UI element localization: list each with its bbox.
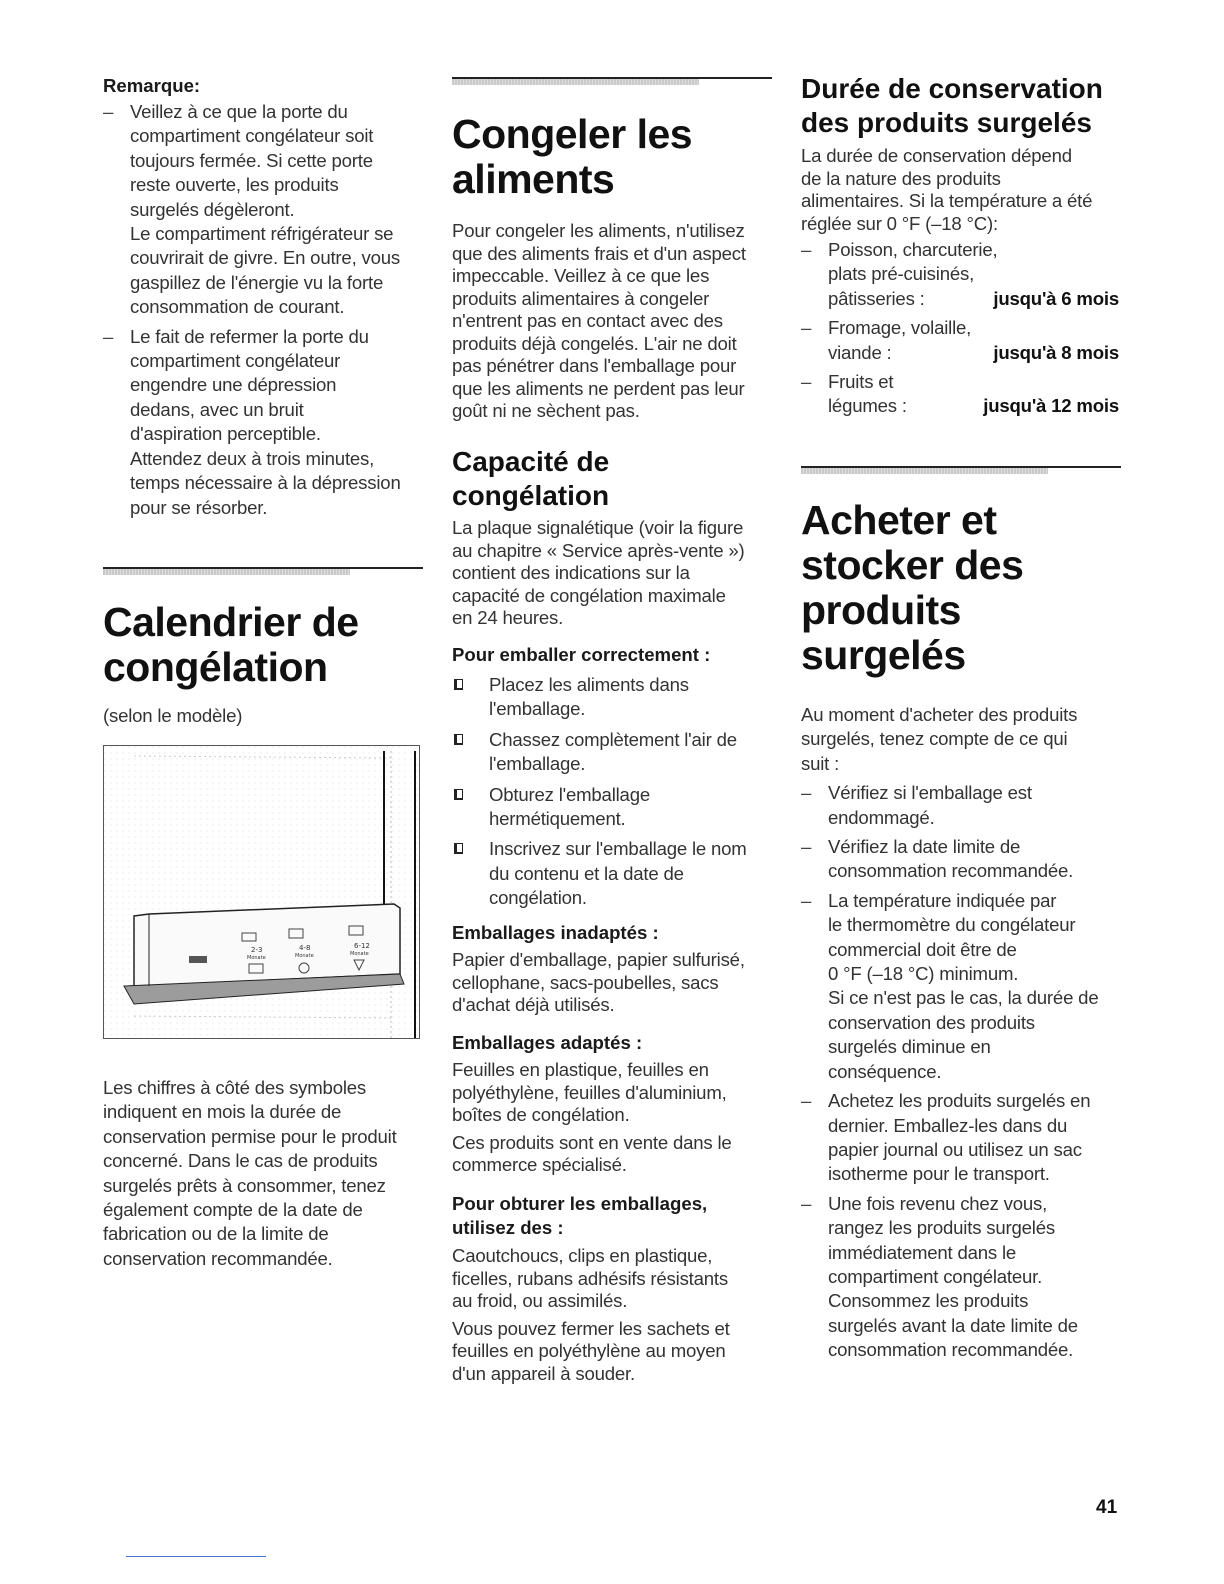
duration-paragraph [801, 145, 1131, 235]
freezer-calendar-figure [103, 745, 420, 1039]
remark-line: dedans, avec un bruit [130, 398, 304, 420]
duration-list [801, 238, 1119, 419]
duration-row [828, 341, 1119, 365]
packing-line: du contenu et la date de [489, 862, 684, 884]
remark-line: d'aspiration perceptible. [130, 423, 321, 445]
unsuitable-line: d'achat déjà utilisés. [452, 994, 615, 1015]
duration-item-line: – Fromage, volaille, [828, 317, 972, 339]
buy-item-line: surgelés avant la date limite de [828, 1314, 1078, 1336]
buy-item-line: dernier. Emballez-les dans du [828, 1114, 1068, 1136]
remark-line: toujours fermée. Si cette porte [130, 149, 373, 171]
capacity-line: capacité de congélation maximale [452, 584, 726, 606]
packing-line: l'emballage. [489, 753, 586, 775]
packing-line: congélation. [489, 887, 587, 909]
calendar-text [103, 1076, 433, 1271]
buy-item-line: le thermomètre du congélateur [828, 914, 1076, 936]
capacity-line: La plaque signalétique (voir la figure [452, 517, 744, 538]
unsuitable-section [452, 921, 782, 1017]
closing-title-line: utilisez des : [452, 1217, 564, 1238]
freeze-section [452, 112, 782, 202]
buy-item-line: – Vérifiez la date limite de [828, 836, 1021, 858]
section-divider [103, 567, 423, 575]
closing-paragraph-2 [452, 1318, 782, 1386]
duration-item-line: plats pré-cuisinés, [828, 263, 975, 285]
capacity-section [452, 445, 782, 630]
capacity-paragraph [452, 517, 782, 630]
packing-line: Inscrivez sur l'emballage le nom [489, 838, 747, 860]
freeze-intro-line: impeccable. Veillez à ce que les [452, 265, 710, 286]
duration-title-line: Durée de conservation [801, 73, 1103, 104]
duration-item [801, 238, 1119, 311]
buy-item-line: papier journal ou utilisez un sac [828, 1138, 1082, 1160]
buy-list [801, 781, 1131, 1362]
calendar-title [103, 600, 433, 690]
duration-title-line: des produits surgelés [801, 107, 1092, 138]
packing-line: Placez les aliments dans [489, 674, 689, 695]
unsuitable-line: cellophane, sacs-poubelles, sacs [452, 971, 719, 993]
buy-item [801, 1192, 1131, 1363]
suitable-paragraph [452, 1059, 782, 1127]
calendar-note: (selon le modèle) [103, 705, 243, 726]
freeze-intro-line: goût ni ne sèchent pas. [452, 400, 640, 421]
buy-item-line: consommation recommandée. [828, 860, 1074, 882]
capacity-title-line: congélation [452, 480, 610, 511]
calendar-paragraph-line: fabrication ou de la limite de [103, 1223, 329, 1245]
closing-line: feuilles en polyéthylène au moyen [452, 1340, 726, 1361]
calendar-paragraph-line: Les chiffres à côté des symboles [103, 1077, 367, 1098]
suitable-title: Emballages adaptés : [452, 1032, 643, 1053]
remark-line: temps nécessaire à la dépression [130, 472, 401, 494]
suitable-line: Feuilles en plastique, feuilles en [452, 1059, 709, 1080]
calendar-paragraph-line: surgelés prêts à consommer, tenez [103, 1174, 386, 1196]
remark-line: compartiment congélateur soit [130, 125, 374, 147]
unsuitable-paragraph [452, 949, 782, 1017]
closing-line: Caoutchoucs, clips en plastique, [452, 1245, 713, 1266]
closing-title-line: Pour obturer les emballages, [452, 1193, 708, 1214]
packing-list [452, 673, 782, 911]
checkbox-bullet-icon [454, 679, 463, 690]
buy-title-line: surgelés [801, 632, 966, 678]
closing-section [452, 1192, 782, 1385]
months-unit-3: Monate [350, 951, 369, 957]
remark-line: – Le fait de refermer la porte du [130, 325, 369, 347]
calendar-paragraph-line: indiquent en mois la durée de [103, 1101, 342, 1123]
duration-row [828, 287, 1119, 311]
buy-title-line: stocker des [801, 542, 1024, 588]
capacity-title [452, 445, 782, 513]
remark-title: Remarque: [103, 75, 201, 96]
freeze-title [452, 112, 782, 202]
packing-item [452, 837, 782, 910]
packing-line: hermétiquement. [489, 808, 626, 830]
duration-item [801, 370, 1119, 419]
duration-item-line: – Fruits et [828, 371, 894, 393]
checkbox-bullet-icon [454, 789, 463, 800]
calendar-paragraph-line: conservation permise pour le produit [103, 1125, 397, 1147]
packing-line: Chassez complètement l'air de [489, 728, 737, 750]
remark-line: engendre une dépression [130, 374, 337, 396]
remark-line: surgelés dégèleront. [130, 198, 295, 220]
duration-item [801, 316, 1119, 365]
capacity-line: en 24 heures. [452, 607, 564, 628]
suitable-line: Ces produits sont en vente dans le [452, 1131, 732, 1153]
duration-line: réglée sur 0 °F (–18 °C): [801, 212, 998, 234]
calendar-paragraph-line: concerné. Dans le cas de produits [103, 1150, 378, 1172]
remark-line: compartiment congélateur [130, 350, 341, 372]
buy-item-line: 0 °F (–18 °C) minimum. [828, 963, 1019, 985]
remark-list [103, 100, 423, 520]
remark-line: couvrirait de givre. En outre, vous [130, 247, 400, 269]
months-label-2: 4-8 [299, 944, 311, 952]
months-unit-1: Monate [247, 955, 266, 961]
buy-body [801, 703, 1131, 1363]
duration-item-line: – Poisson, charcuterie, [828, 239, 998, 260]
duration-line: alimentaires. Si la température a été [801, 190, 1093, 211]
duration-item-label: viande : [828, 341, 892, 363]
buy-item-line: immédiatement dans le [828, 1241, 1017, 1263]
capacity-title-line: Capacité de [452, 446, 610, 477]
calendar-paragraph-line: conservation recommandée. [103, 1247, 333, 1269]
freeze-intro-line: n'entrent pas en contact avec des [452, 310, 723, 331]
buy-item [801, 1089, 1131, 1187]
remark-line: gaspillez de l'énergie vu la forte [130, 271, 384, 293]
packing-section [452, 643, 782, 911]
buy-intro [801, 703, 1131, 776]
months-label-3: 6-12 [354, 942, 370, 950]
duration-row [828, 394, 1119, 418]
duration-title [801, 72, 1131, 140]
buy-intro-line: surgelés, tenez compte de ce qui [801, 728, 1068, 750]
freeze-intro-line: produits déjà congelés. L'air ne doit [452, 332, 737, 354]
buy-item-line: – Achetez les produits surgelés en [828, 1090, 1091, 1112]
page-number: 41 [1096, 1497, 1118, 1518]
buy-item [801, 889, 1131, 1084]
calendar-section [103, 600, 433, 728]
remark-line: Le compartiment réfrigérateur se [130, 223, 394, 245]
calendar-title-line: congélation [103, 644, 328, 690]
duration-line: de la nature des produits [801, 167, 1001, 189]
months-unit-2: Monate [295, 953, 314, 959]
capacity-line: contient des indications sur la [452, 562, 690, 583]
buy-title-line: Acheter et [801, 497, 997, 543]
remark-item [103, 325, 423, 520]
buy-item-line: conséquence. [828, 1060, 942, 1082]
suitable-paragraph-2 [452, 1132, 782, 1177]
checkbox-bullet-icon [454, 734, 463, 745]
buy-item-line: – Vérifiez si l'emballage est [828, 782, 1032, 804]
buy-item-line: consommation recommandée. [828, 1339, 1074, 1361]
buy-item-line: Consommez les produits [828, 1290, 1029, 1312]
buy-item-line: – Une fois revenu chez vous, [828, 1192, 1048, 1214]
buy-item-line: – La température indiquée par [828, 889, 1057, 911]
buy-item-line: endommagé. [828, 806, 935, 828]
buy-intro-line: suit : [801, 752, 840, 774]
duration-value: jusqu'à 12 mois [983, 395, 1119, 417]
closing-paragraph [452, 1245, 782, 1313]
months-label-1: 2-3 [251, 946, 263, 954]
suitable-line: boîtes de congélation. [452, 1104, 630, 1125]
packing-title: Pour emballer correctement : [452, 644, 711, 665]
buy-item-line: compartiment congélateur. [828, 1265, 1043, 1287]
buy-item-line: rangez les produits surgelés [828, 1217, 1055, 1239]
buy-section [801, 498, 1131, 678]
closing-line: au froid, ou assimilés. [452, 1290, 628, 1311]
buy-item-line: surgelés diminue en [828, 1036, 991, 1058]
buy-item-line: isotherme pour le transport. [828, 1163, 1050, 1185]
buy-item [801, 835, 1131, 884]
unsuitable-line: Papier d'emballage, papier sulfurisé, [452, 949, 745, 970]
freezer-illustration [104, 746, 419, 1038]
buy-item-line: commercial doit être de [828, 938, 1017, 960]
duration-value: jusqu'à 8 mois [993, 341, 1119, 363]
freeze-intro-line: produits alimentaires à congeler [452, 287, 710, 309]
remark-section [103, 74, 423, 520]
buy-item-line: Si ce n'est pas le cas, la durée de [828, 987, 1099, 1009]
closing-line: Vous pouvez fermer les sachets et [452, 1317, 730, 1339]
packing-line: l'emballage. [489, 698, 586, 720]
closing-line: ficelles, rubans adhésifs résistants [452, 1267, 728, 1289]
freeze-intro-line: que les aliments ne perdent pas leur [452, 377, 745, 399]
footer-line [126, 1556, 266, 1557]
duration-item-label: légumes : [828, 395, 907, 417]
calendar-paragraph [103, 1076, 433, 1271]
freeze-intro-line: pas pénétrer dans l'emballage pour [452, 355, 737, 376]
remark-line: Attendez deux à trois minutes, [130, 447, 375, 469]
calendar-title-line: Calendrier de [103, 599, 359, 645]
freeze-intro-line: Pour congeler les aliments, n'utilisez [452, 220, 745, 241]
freeze-intro-line: que des aliments frais et d'un aspect [452, 242, 746, 264]
remark-line: pour se résorber. [130, 496, 268, 518]
suitable-line: commerce spécialisé. [452, 1154, 627, 1175]
packing-item [452, 673, 782, 722]
suitable-section [452, 1031, 782, 1177]
duration-section [801, 72, 1131, 419]
buy-title-line: produits [801, 587, 961, 633]
buy-item-line: conservation des produits [828, 1011, 1035, 1033]
checkbox-bullet-icon [454, 843, 463, 854]
remark-line: – Veillez à ce que la porte du [130, 101, 348, 122]
suitable-line: polyéthylène, feuilles d'aluminium, [452, 1081, 727, 1103]
freeze-title-line: Congeler les [452, 111, 693, 157]
closing-line: d'un appareil à souder. [452, 1362, 635, 1384]
capacity-line: au chapitre « Service après-vente ») [452, 539, 745, 561]
freeze-intro [452, 220, 782, 423]
remark-line: reste ouverte, les produits [130, 174, 339, 196]
section-divider [452, 77, 772, 85]
duration-value: jusqu'à 6 mois [993, 287, 1119, 309]
fish-symbol-icon [189, 956, 207, 963]
calendar-paragraph-line: également compte de la date de [103, 1199, 363, 1221]
buy-item [801, 781, 1131, 830]
freeze-intro-paragraph [452, 220, 782, 423]
buy-intro-line: Au moment d'acheter des produits [801, 704, 1078, 725]
section-divider [801, 466, 1121, 474]
unsuitable-title: Emballages inadaptés : [452, 922, 659, 943]
remark-line: consommation de courant. [130, 296, 345, 318]
packing-item [452, 783, 782, 832]
freeze-title-line: aliments [452, 156, 615, 202]
packing-line: Obturez l'emballage [489, 783, 650, 805]
buy-title [801, 498, 1131, 678]
closing-title [452, 1192, 782, 1240]
packing-item [452, 728, 782, 777]
remark-item [103, 100, 423, 320]
duration-line: La durée de conservation dépend [801, 145, 1072, 166]
duration-item-label: pâtisseries : [828, 287, 925, 309]
